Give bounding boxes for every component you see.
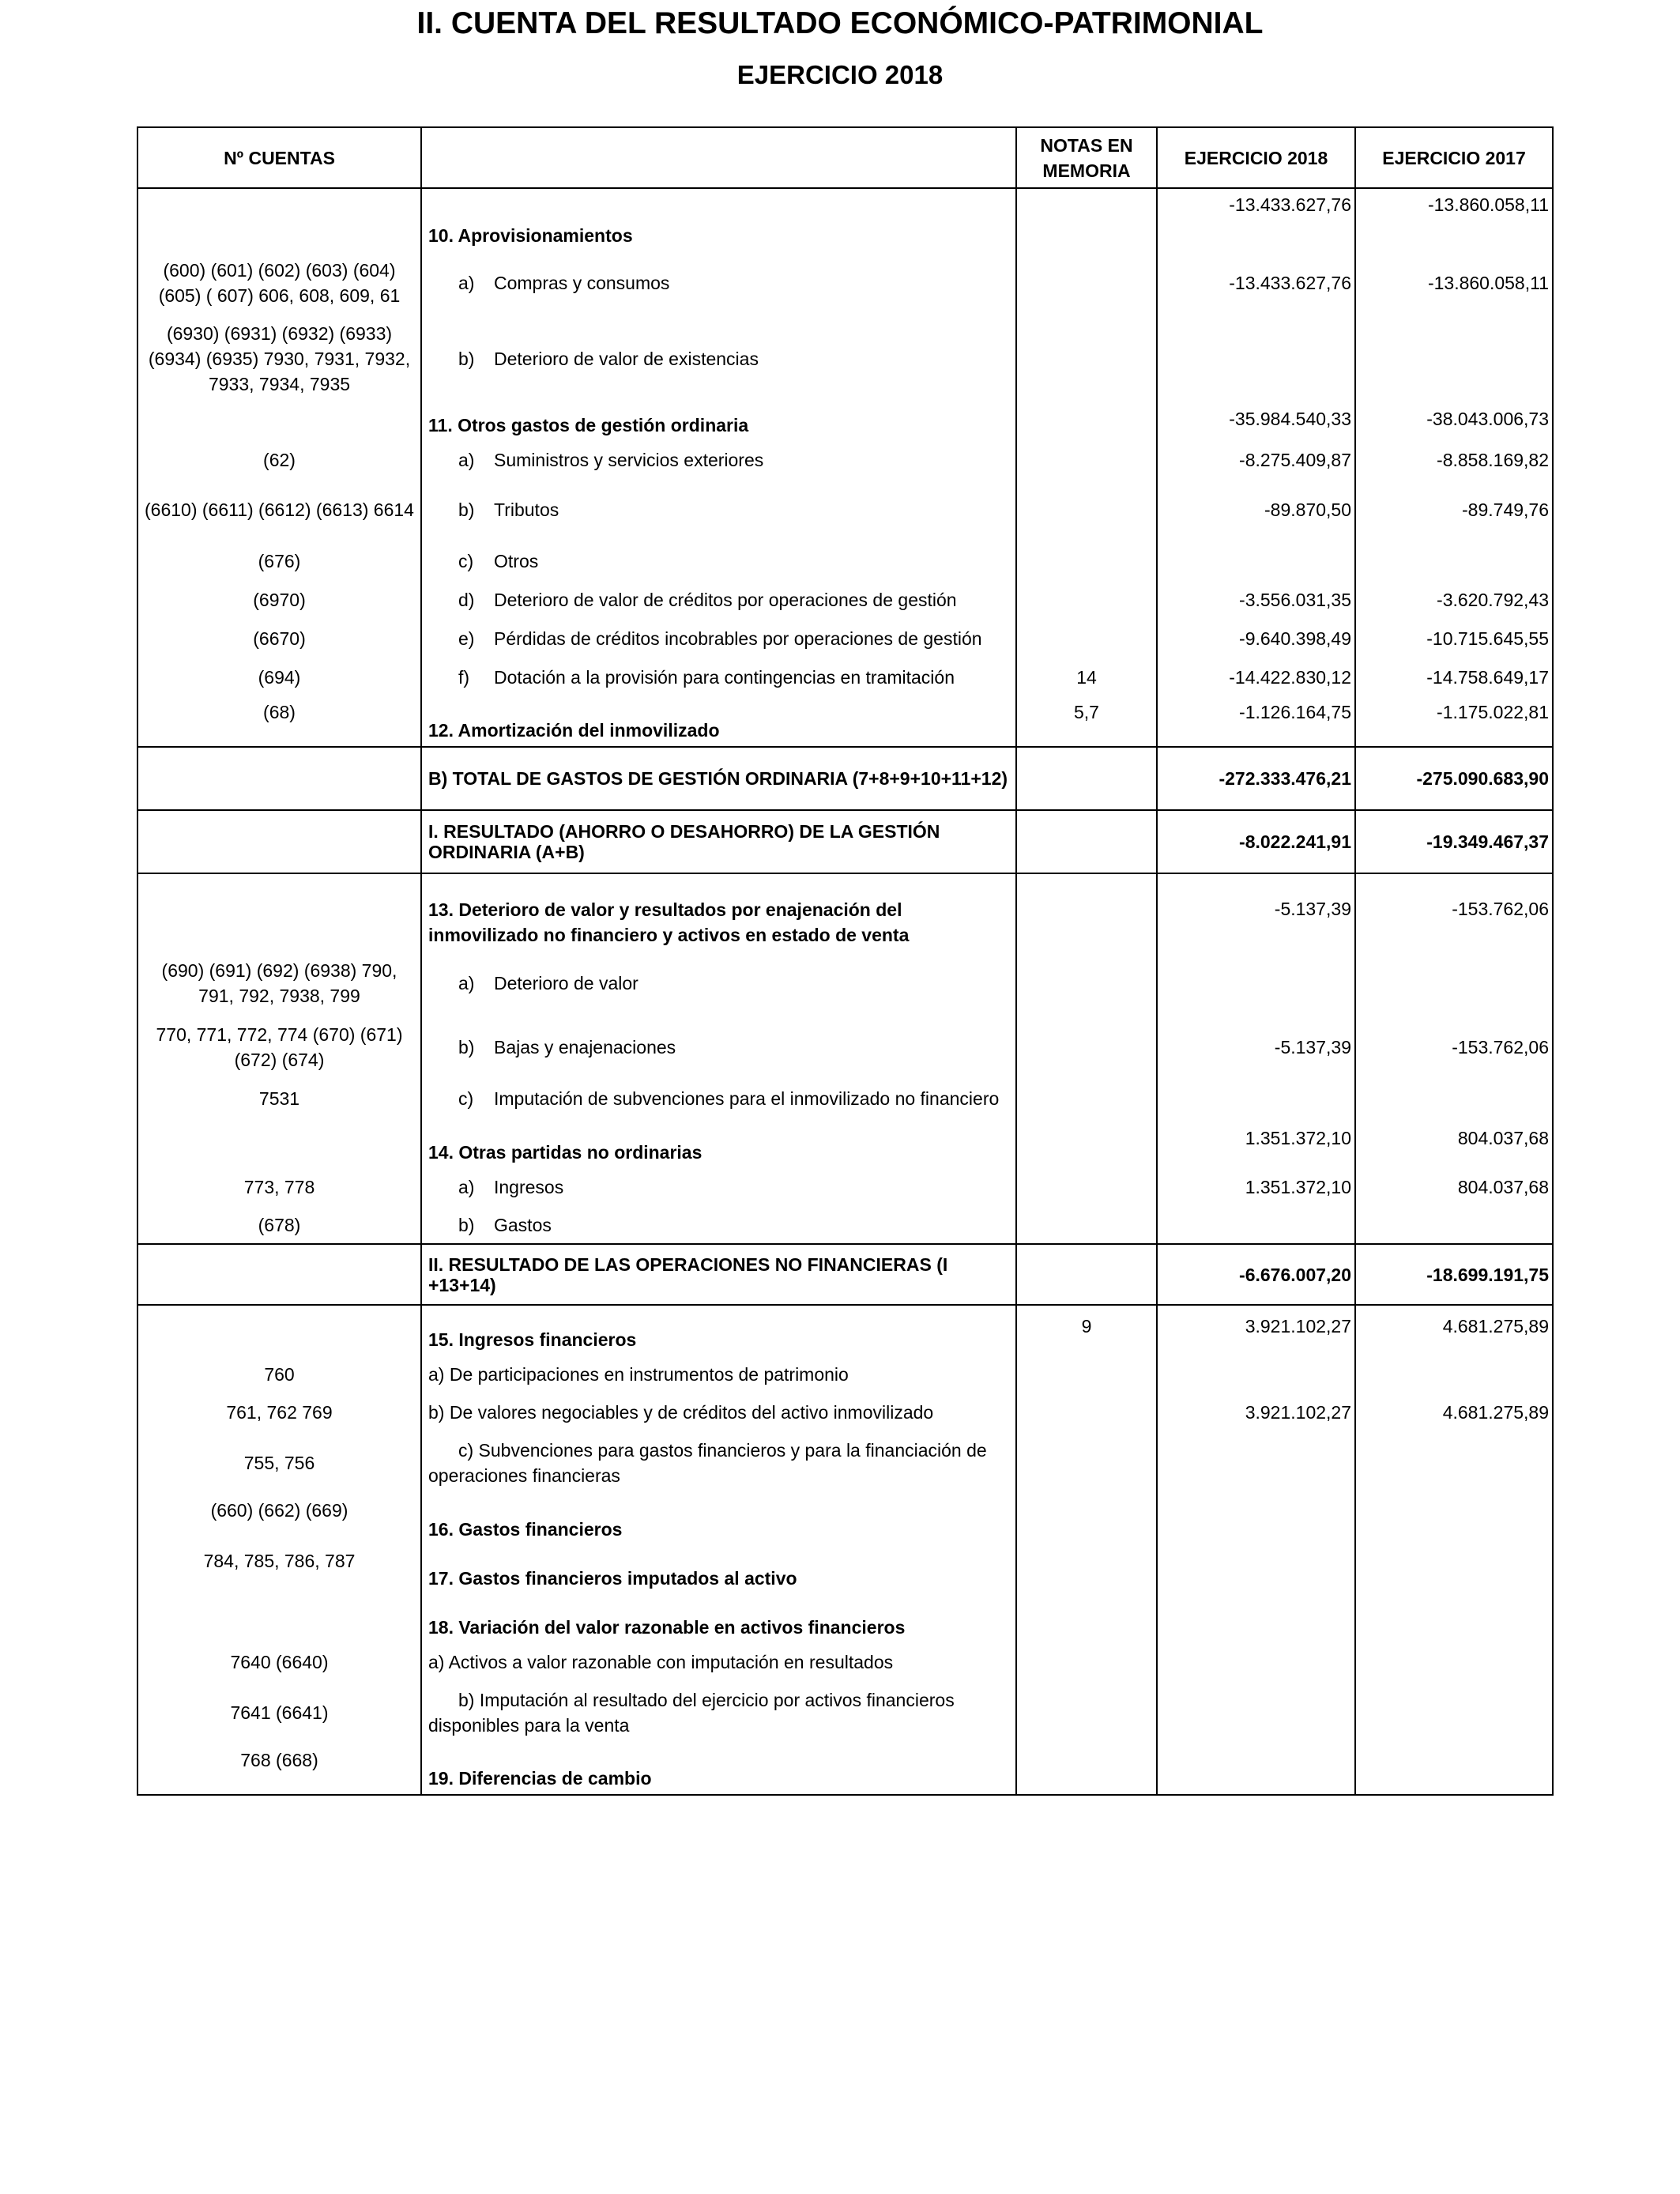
value-2018-cell	[1157, 1643, 1355, 1681]
value-2017-cell: -153.762,06	[1355, 1015, 1553, 1080]
table-row	[137, 403, 1553, 441]
value-2017-cell: -275.090.683,90	[1355, 747, 1553, 810]
value-2017-cell: -19.349.467,37	[1355, 810, 1553, 873]
account-cell: 7531	[137, 1080, 421, 1118]
concept-cell: 11. Otros gastos de gestión ordinaria	[421, 403, 1016, 441]
table-row	[137, 1118, 1553, 1168]
item-label: Bajas y enajenaciones	[494, 1037, 676, 1057]
value-2018-cell: 1.351.372,10	[1157, 1118, 1355, 1168]
notes-cell	[1016, 315, 1157, 403]
concept-cell: 19. Diferencias de cambio	[421, 1744, 1016, 1795]
value-2017-cell	[1355, 1545, 1553, 1594]
table-row	[137, 873, 1553, 951]
table-row	[137, 541, 1553, 580]
table-row	[137, 619, 1553, 658]
concept-cell	[421, 1015, 1016, 1080]
item-label: Deterioro de valor de créditos por operaciones de gestión	[494, 589, 957, 610]
concept-cell: c) Subvenciones para gastos financieros y para la financiación de operaciones financieras	[421, 1431, 1016, 1495]
item-label: Deterioro de valor de existencias	[494, 349, 759, 369]
notes-cell	[1016, 1681, 1157, 1744]
notes-cell	[1016, 1244, 1157, 1305]
table-row	[137, 441, 1553, 478]
notes-cell	[1016, 1594, 1157, 1643]
account-cell	[137, 873, 421, 951]
table-row	[137, 1168, 1553, 1206]
concept-cell: II. RESULTADO DE LAS OPERACIONES NO FINANCIERAS (I +13+14)	[421, 1244, 1016, 1305]
notes-cell	[1016, 541, 1157, 580]
value-2018-cell: -5.137,39	[1157, 1015, 1355, 1080]
item-letter: b)	[458, 1037, 475, 1057]
item-label: Gastos	[494, 1214, 552, 1235]
notes-cell	[1016, 1015, 1157, 1080]
concept-cell: 14. Otras partidas no ordinarias	[421, 1118, 1016, 1168]
value-2017-cell	[1355, 541, 1553, 580]
table-row	[137, 1355, 1553, 1393]
concept-cell	[421, 541, 1016, 580]
account-cell: (600) (601) (602) (603) (604) (605) ( 607) 606, 608, 609, 61	[137, 251, 421, 315]
account-cell	[137, 1305, 421, 1355]
value-2018-cell	[1157, 1545, 1355, 1594]
concept-cell: B) TOTAL DE GASTOS DE GESTIÓN ORDINARIA (7+8+9+10+11+12)	[421, 747, 1016, 810]
value-2017-cell	[1355, 1681, 1553, 1744]
value-2018-cell: -6.676.007,20	[1157, 1244, 1355, 1305]
notes-cell	[1016, 1080, 1157, 1118]
value-2018-cell: -1.126.164,75	[1157, 696, 1355, 747]
value-2018-cell: -8.022.241,91	[1157, 810, 1355, 873]
account-cell	[137, 810, 421, 873]
header-concepto	[421, 127, 1016, 188]
table-row	[137, 315, 1553, 403]
account-cell: (6970)	[137, 580, 421, 619]
item-label: Pérdidas de créditos incobrables por operaciones de gestión	[494, 628, 982, 649]
account-cell	[137, 1244, 421, 1305]
concept-cell: 17. Gastos financieros imputados al activo	[421, 1545, 1016, 1594]
notes-cell	[1016, 580, 1157, 619]
notes-cell	[1016, 1355, 1157, 1393]
value-2018-cell: -13.433.627,76	[1157, 251, 1355, 315]
document-subtitle: EJERCICIO 2018	[736, 60, 944, 89]
item-letter: e)	[458, 628, 475, 649]
value-2017-cell	[1355, 1744, 1553, 1795]
table-row	[137, 251, 1553, 315]
value-2018-cell	[1157, 1495, 1355, 1545]
value-2018-cell: -272.333.476,21	[1157, 747, 1355, 810]
notes-cell	[1016, 188, 1157, 251]
value-2018-cell: -89.870,50	[1157, 478, 1355, 541]
value-2017-cell	[1355, 1594, 1553, 1643]
account-cell: (694)	[137, 658, 421, 696]
total-row	[137, 1244, 1553, 1305]
value-2018-cell: -3.556.031,35	[1157, 580, 1355, 619]
value-2018-cell: -9.640.398,49	[1157, 619, 1355, 658]
notes-cell	[1016, 1393, 1157, 1431]
concept-cell	[421, 315, 1016, 403]
table-row	[137, 1545, 1553, 1594]
account-cell: (62)	[137, 441, 421, 478]
value-2018-cell	[1157, 541, 1355, 580]
value-2017-cell: -153.762,06	[1355, 873, 1553, 951]
value-2018-cell	[1157, 1206, 1355, 1244]
item-label: Otros	[494, 550, 539, 571]
total-row	[137, 810, 1553, 873]
value-2018-cell: -13.433.627,76	[1157, 188, 1355, 251]
account-cell: 770, 771, 772, 774 (670) (671) (672) (674)	[137, 1015, 421, 1080]
notes-cell	[1016, 951, 1157, 1015]
value-2018-cell: 3.921.102,27	[1157, 1393, 1355, 1431]
item-letter: c)	[458, 550, 474, 571]
header-cuentas: Nº CUENTAS	[137, 127, 421, 188]
account-cell	[137, 188, 421, 251]
value-2018-cell	[1157, 315, 1355, 403]
value-2017-cell	[1355, 1643, 1553, 1681]
item-label: Imputación de subvenciones para el inmovilizado no financiero	[494, 1088, 1000, 1109]
header-ejercicio-2017: EJERCICIO 2017	[1355, 127, 1553, 188]
account-cell	[137, 1118, 421, 1168]
value-2017-cell: -89.749,76	[1355, 478, 1553, 541]
account-cell: (660) (662) (669)	[137, 1495, 421, 1545]
account-cell: (68)	[137, 696, 421, 747]
account-cell: (676)	[137, 541, 421, 580]
item-letter: a)	[458, 1177, 475, 1197]
item-letter: a)	[458, 449, 475, 470]
item-letter: b)	[458, 499, 475, 520]
concept-cell	[421, 1168, 1016, 1206]
notes-cell	[1016, 619, 1157, 658]
account-cell: 761, 762 769	[137, 1393, 421, 1431]
concept-cell	[421, 251, 1016, 315]
value-2017-cell	[1355, 1206, 1553, 1244]
value-2017-cell: -13.860.058,11	[1355, 251, 1553, 315]
account-cell: 7641 (6641)	[137, 1681, 421, 1744]
account-cell: (6930) (6931) (6932) (6933) (6934) (6935) 7930, 7931, 7932, 7933, 7934, 7935	[137, 315, 421, 403]
notes-cell	[1016, 1118, 1157, 1168]
concept-cell: 15. Ingresos financieros	[421, 1305, 1016, 1355]
item-letter: b)	[458, 1214, 475, 1235]
account-cell: (690) (691) (692) (6938) 790, 791, 792, 7938, 799	[137, 951, 421, 1015]
value-2017-cell: -13.860.058,11	[1355, 188, 1553, 251]
concept-cell	[421, 619, 1016, 658]
value-2017-cell	[1355, 1355, 1553, 1393]
concept-cell: 10. Aprovisionamientos	[421, 188, 1016, 251]
value-2018-cell	[1157, 1744, 1355, 1795]
item-letter: c)	[458, 1088, 474, 1109]
header-notas: NOTAS EN MEMORIA	[1016, 127, 1157, 188]
value-2017-cell: 804.037,68	[1355, 1118, 1553, 1168]
concept-cell: b) De valores negociables y de créditos del activo inmovilizado	[421, 1393, 1016, 1431]
item-label: Dotación a la provisión para contingencias en tramitación	[494, 666, 955, 688]
concept-cell: 13. Deterioro de valor y resultados por enajenación del inmovilizado no financiero y activos en estado de venta	[421, 873, 1016, 951]
document-title: II. CUENTA DEL RESULTADO ECONÓMICO-PATRIMONIAL	[416, 6, 1264, 40]
table-row	[137, 951, 1553, 1015]
value-2017-cell: -8.858.169,82	[1355, 441, 1553, 478]
notes-cell	[1016, 1431, 1157, 1495]
value-2018-cell: 3.921.102,27	[1157, 1305, 1355, 1355]
table-row	[137, 1594, 1553, 1643]
account-cell: 760	[137, 1355, 421, 1393]
concept-cell: 18. Variación del valor razonable en activos financieros	[421, 1594, 1016, 1643]
value-2018-cell: -35.984.540,33	[1157, 403, 1355, 441]
concept-cell: 16. Gastos financieros	[421, 1495, 1016, 1545]
value-2018-cell	[1157, 1431, 1355, 1495]
value-2018-cell: -8.275.409,87	[1157, 441, 1355, 478]
concept-cell: I. RESULTADO (AHORRO O DESAHORRO) DE LA GESTIÓN ORDINARIA (A+B)	[421, 810, 1016, 873]
value-2017-cell	[1355, 315, 1553, 403]
account-cell: 755, 756	[137, 1431, 421, 1495]
table-row	[137, 1744, 1553, 1795]
notes-cell	[1016, 747, 1157, 810]
account-cell: (678)	[137, 1206, 421, 1244]
table-row	[137, 478, 1553, 541]
notes-cell	[1016, 441, 1157, 478]
table-row	[137, 1495, 1553, 1545]
value-2018-cell	[1157, 1080, 1355, 1118]
table-row	[137, 1206, 1553, 1244]
value-2017-cell: 4.681.275,89	[1355, 1393, 1553, 1431]
notes-cell	[1016, 1495, 1157, 1545]
notes-cell: 14	[1016, 658, 1157, 696]
value-2018-cell: 1.351.372,10	[1157, 1168, 1355, 1206]
item-label: Ingresos	[494, 1177, 564, 1197]
concept-cell: a) De participaciones en instrumentos de patrimonio	[421, 1355, 1016, 1393]
table-row	[137, 696, 1553, 747]
total-row	[137, 747, 1553, 810]
table-row	[137, 1431, 1553, 1495]
concept-cell	[421, 658, 1016, 696]
notes-cell: 5,7	[1016, 696, 1157, 747]
value-2017-cell: -38.043.006,73	[1355, 403, 1553, 441]
notes-cell	[1016, 810, 1157, 873]
account-cell: (6670)	[137, 619, 421, 658]
account-cell	[137, 1594, 421, 1643]
item-label: Tributos	[494, 499, 559, 520]
account-cell: 784, 785, 786, 787	[137, 1545, 421, 1594]
concept-cell	[421, 1206, 1016, 1244]
account-cell: (6610) (6611) (6612) (6613) 6614	[137, 478, 421, 541]
item-letter: d)	[458, 589, 475, 610]
value-2017-cell	[1355, 951, 1553, 1015]
table-row	[137, 188, 1553, 251]
value-2018-cell	[1157, 1355, 1355, 1393]
value-2017-cell: -10.715.645,55	[1355, 619, 1553, 658]
concept-cell	[421, 580, 1016, 619]
concept-cell	[421, 1080, 1016, 1118]
notes-cell	[1016, 1643, 1157, 1681]
account-cell: 7640 (6640)	[137, 1643, 421, 1681]
table-row	[137, 1015, 1553, 1080]
item-label: Suministros y servicios exteriores	[494, 449, 764, 470]
value-2018-cell: -14.422.830,12	[1157, 658, 1355, 696]
value-2017-cell: -14.758.649,17	[1355, 658, 1553, 696]
concept-cell: 12. Amortización del inmovilizado	[421, 696, 1016, 747]
value-2018-cell	[1157, 951, 1355, 1015]
notes-cell: 9	[1016, 1305, 1157, 1355]
account-cell	[137, 403, 421, 441]
concept-cell	[421, 441, 1016, 478]
table-row	[137, 1305, 1553, 1355]
header-ejercicio-2018: EJERCICIO 2018	[1157, 127, 1355, 188]
notes-cell	[1016, 1206, 1157, 1244]
value-2017-cell	[1355, 1080, 1553, 1118]
table-row	[137, 1080, 1553, 1118]
notes-cell	[1016, 1168, 1157, 1206]
result-account-table	[137, 126, 1554, 1796]
value-2017-cell: 804.037,68	[1355, 1168, 1553, 1206]
value-2018-cell	[1157, 1594, 1355, 1643]
concept-cell	[421, 478, 1016, 541]
concept-cell	[421, 951, 1016, 1015]
item-letter: a)	[458, 273, 475, 293]
notes-cell	[1016, 1545, 1157, 1594]
account-cell: 773, 778	[137, 1168, 421, 1206]
table-row	[137, 580, 1553, 619]
notes-cell	[1016, 873, 1157, 951]
notes-cell	[1016, 403, 1157, 441]
item-letter: f)	[458, 666, 470, 688]
notes-cell	[1016, 478, 1157, 541]
account-cell: 768 (668)	[137, 1744, 421, 1795]
value-2017-cell: 4.681.275,89	[1355, 1305, 1553, 1355]
value-2018-cell	[1157, 1681, 1355, 1744]
concept-cell: a) Activos a valor razonable con imputación en resultados	[421, 1643, 1016, 1681]
value-2017-cell: -1.175.022,81	[1355, 696, 1553, 747]
table-row	[137, 658, 1553, 696]
account-cell	[137, 747, 421, 810]
item-letter: b)	[458, 349, 475, 369]
table-row	[137, 1681, 1553, 1744]
item-letter: a)	[458, 972, 475, 993]
table-row	[137, 1393, 1553, 1431]
notes-cell	[1016, 251, 1157, 315]
notes-cell	[1016, 1744, 1157, 1795]
item-label: Deterioro de valor	[494, 972, 638, 993]
item-label: Compras y consumos	[494, 273, 670, 293]
value-2017-cell	[1355, 1431, 1553, 1495]
table-row	[137, 1643, 1553, 1681]
value-2017-cell: -18.699.191,75	[1355, 1244, 1553, 1305]
value-2018-cell: -5.137,39	[1157, 873, 1355, 951]
concept-cell: b) Imputación al resultado del ejercicio por activos financieros disponibles para la venta	[421, 1681, 1016, 1744]
table-header-row	[137, 127, 1553, 188]
value-2017-cell	[1355, 1495, 1553, 1545]
value-2017-cell: -3.620.792,43	[1355, 580, 1553, 619]
